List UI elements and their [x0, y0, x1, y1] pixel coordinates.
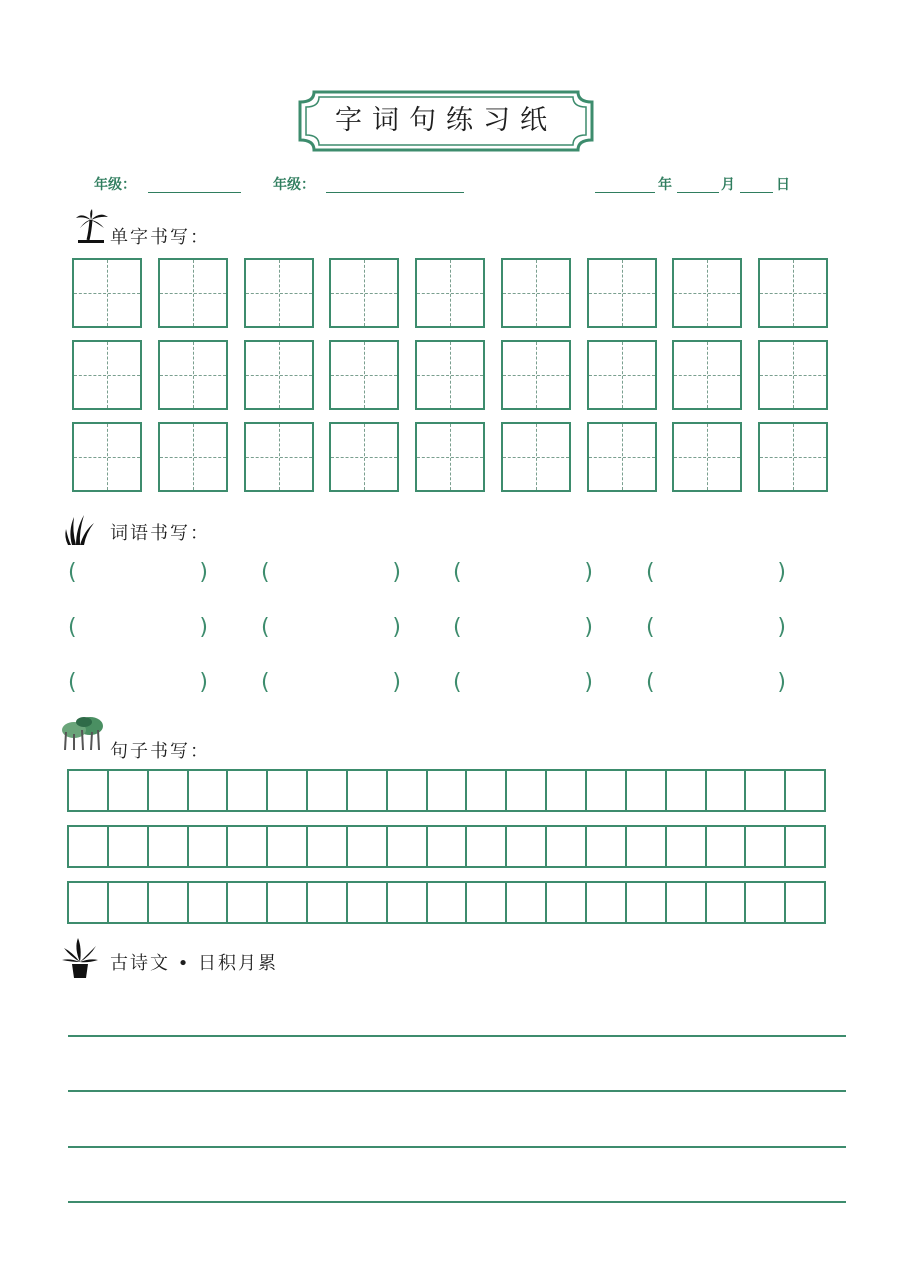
sentence-cell[interactable]: [507, 827, 547, 866]
tianzige-cell[interactable]: [758, 422, 828, 492]
sentence-cell[interactable]: [467, 827, 507, 866]
tianzige-row: [72, 258, 828, 328]
sentence-cell[interactable]: [388, 771, 428, 810]
close-paren: ): [584, 670, 593, 695]
tianzige-grid: [72, 258, 828, 504]
section-words-title: 词语书写：: [110, 523, 210, 544]
sentence-cell[interactable]: [707, 827, 747, 866]
close-paren: ): [199, 670, 208, 695]
word-row: [68, 560, 788, 615]
word-row: [68, 615, 788, 670]
sentence-cell[interactable]: [388, 883, 428, 922]
sentence-cell[interactable]: [627, 827, 667, 866]
sentence-cell[interactable]: [109, 883, 149, 922]
sentence-cell[interactable]: [507, 771, 547, 810]
sentence-cell[interactable]: [587, 827, 627, 866]
tianzige-cell[interactable]: [158, 258, 228, 328]
potted-plant-icon: [62, 938, 98, 974]
close-paren: ): [392, 615, 401, 640]
open-paren: (: [68, 615, 77, 640]
poem-writing-line[interactable]: [68, 1146, 846, 1148]
sentence-row: [67, 769, 826, 812]
tianzige-cell[interactable]: [244, 258, 314, 328]
close-paren: ): [777, 560, 786, 585]
sentence-cell[interactable]: [69, 827, 109, 866]
sentence-cell[interactable]: [428, 771, 468, 810]
sentence-cell[interactable]: [268, 883, 308, 922]
sentence-cell[interactable]: [189, 827, 229, 866]
sentence-cell[interactable]: [149, 771, 189, 810]
sentence-cell[interactable]: [428, 827, 468, 866]
tianzige-cell[interactable]: [415, 340, 485, 410]
close-paren: ): [199, 560, 208, 585]
tianzige-cell[interactable]: [244, 422, 314, 492]
close-paren: ): [199, 615, 208, 640]
tianzige-cell[interactable]: [672, 340, 742, 410]
sentence-cell[interactable]: [348, 827, 388, 866]
tianzige-cell[interactable]: [329, 340, 399, 410]
sentence-cell[interactable]: [786, 771, 824, 810]
sentence-cell[interactable]: [786, 883, 824, 922]
tianzige-cell[interactable]: [329, 422, 399, 492]
sentence-cell[interactable]: [746, 827, 786, 866]
poem-writing-line[interactable]: [68, 1090, 846, 1092]
sentence-cell[interactable]: [587, 883, 627, 922]
tianzige-cell[interactable]: [158, 422, 228, 492]
palm-tree-icon: [74, 208, 110, 244]
sentence-cell[interactable]: [348, 771, 388, 810]
tianzige-cell[interactable]: [158, 340, 228, 410]
open-paren: (: [261, 560, 270, 585]
sentence-cell[interactable]: [109, 771, 149, 810]
sentence-grid: [67, 769, 826, 937]
open-paren: (: [261, 670, 270, 695]
tianzige-cell[interactable]: [415, 422, 485, 492]
close-paren: ): [584, 615, 593, 640]
open-paren: (: [646, 670, 655, 695]
sentence-cell[interactable]: [228, 827, 268, 866]
tianzige-cell[interactable]: [587, 258, 657, 328]
open-paren: (: [453, 560, 462, 585]
sentence-cell[interactable]: [707, 883, 747, 922]
open-paren: (: [453, 670, 462, 695]
close-paren: ): [777, 670, 786, 695]
grade-blank-2[interactable]: [326, 192, 464, 193]
open-paren: (: [453, 615, 462, 640]
tianzige-cell[interactable]: [672, 258, 742, 328]
sentence-cell[interactable]: [189, 883, 229, 922]
tianzige-cell[interactable]: [72, 422, 142, 492]
month-blank[interactable]: [677, 192, 719, 193]
tianzige-cell[interactable]: [329, 258, 399, 328]
tianzige-cell[interactable]: [672, 422, 742, 492]
sentence-cell[interactable]: [547, 883, 587, 922]
tianzige-row: [72, 422, 828, 492]
sentence-cell[interactable]: [228, 771, 268, 810]
tianzige-cell[interactable]: [587, 422, 657, 492]
sentence-cell[interactable]: [308, 827, 348, 866]
sentence-cell[interactable]: [667, 883, 707, 922]
sentence-cell[interactable]: [667, 771, 707, 810]
tianzige-cell[interactable]: [72, 340, 142, 410]
sentence-cell[interactable]: [786, 827, 824, 866]
open-paren: (: [646, 560, 655, 585]
sentence-cell[interactable]: [228, 883, 268, 922]
year-label: 年: [658, 177, 672, 193]
grass-icon: [64, 511, 100, 547]
tianzige-cell[interactable]: [501, 258, 571, 328]
sentence-cell[interactable]: [746, 771, 786, 810]
sentence-cell[interactable]: [348, 883, 388, 922]
sentence-cell[interactable]: [627, 771, 667, 810]
grade-label-2: 年级：: [273, 177, 315, 193]
section-sentences-title: 句子书写：: [110, 741, 210, 762]
year-blank[interactable]: [595, 192, 655, 193]
tianzige-cell[interactable]: [587, 340, 657, 410]
page-title: 字词句练习纸: [335, 105, 557, 136]
poem-writing-line[interactable]: [68, 1201, 846, 1203]
grade-blank[interactable]: [148, 192, 241, 193]
sentence-cell[interactable]: [388, 827, 428, 866]
close-paren: ): [584, 560, 593, 585]
sentence-cell[interactable]: [547, 827, 587, 866]
tianzige-cell[interactable]: [758, 258, 828, 328]
sentence-cell[interactable]: [547, 771, 587, 810]
sentence-cell[interactable]: [428, 883, 468, 922]
word-brackets-area: [68, 560, 788, 725]
sentence-cell[interactable]: [268, 827, 308, 866]
open-paren: (: [646, 615, 655, 640]
tianzige-cell[interactable]: [501, 422, 571, 492]
sentence-cell[interactable]: [667, 827, 707, 866]
sentence-cell[interactable]: [707, 771, 747, 810]
open-paren: (: [68, 560, 77, 585]
sentence-cell[interactable]: [308, 771, 348, 810]
grade-label: 年级：: [94, 177, 136, 193]
tianzige-cell[interactable]: [244, 340, 314, 410]
sentence-cell[interactable]: [69, 883, 109, 922]
sentence-cell[interactable]: [69, 771, 109, 810]
day-blank[interactable]: [740, 192, 773, 193]
forest-trees-icon: [60, 716, 104, 752]
tianzige-cell[interactable]: [501, 340, 571, 410]
sentence-cell[interactable]: [467, 771, 507, 810]
tianzige-row: [72, 340, 828, 410]
tianzige-cell[interactable]: [415, 258, 485, 328]
tianzige-cell[interactable]: [758, 340, 828, 410]
sentence-row: [67, 881, 826, 924]
sentence-cell[interactable]: [149, 883, 189, 922]
close-paren: ): [392, 670, 401, 695]
tianzige-cell[interactable]: [72, 258, 142, 328]
open-paren: (: [261, 615, 270, 640]
word-row: [68, 670, 788, 725]
sentence-cell[interactable]: [189, 771, 229, 810]
poem-writing-line[interactable]: [68, 1035, 846, 1037]
sentence-cell[interactable]: [308, 883, 348, 922]
title-plaque: [296, 88, 596, 154]
sentence-cell[interactable]: [627, 883, 667, 922]
close-paren: ): [777, 615, 786, 640]
month-label: 月: [721, 177, 735, 193]
open-paren: (: [68, 670, 77, 695]
sentence-cell[interactable]: [268, 771, 308, 810]
sentence-cell[interactable]: [746, 883, 786, 922]
sentence-cell[interactable]: [587, 771, 627, 810]
sentence-cell[interactable]: [507, 883, 547, 922]
section-single-char-title: 单字书写：: [110, 227, 210, 248]
sentence-cell[interactable]: [149, 827, 189, 866]
day-label: 日: [776, 177, 790, 193]
sentence-cell[interactable]: [467, 883, 507, 922]
section-poetry-title: 古诗文 • 日积月累: [110, 953, 279, 974]
close-paren: ): [392, 560, 401, 585]
sentence-cell[interactable]: [109, 827, 149, 866]
sentence-row: [67, 825, 826, 868]
